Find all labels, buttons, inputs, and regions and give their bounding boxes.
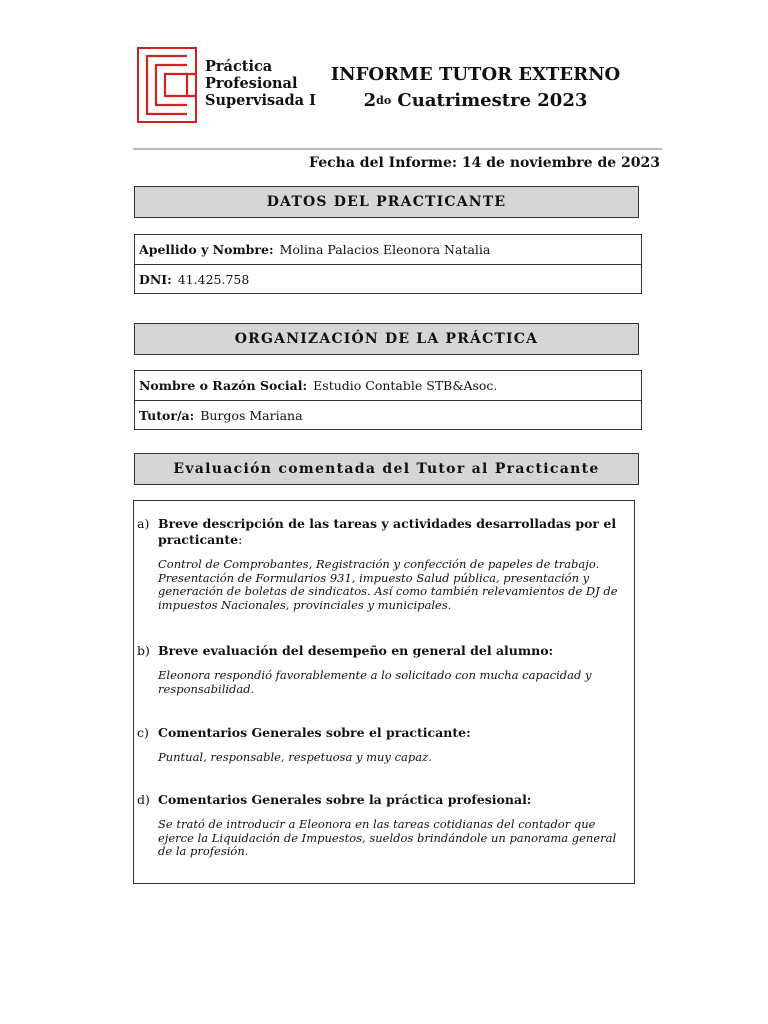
answer-b: Eleonora respondió favorablemente a lo solicitado con mucha capacidad y responsabilidad. [158, 668, 592, 696]
evaluacion-item-a [137, 516, 632, 612]
title-line-1: INFORME TUTOR EXTERNO [330, 64, 621, 85]
answer-c: Puntual, responsable, respetuosa y muy capaz. [158, 750, 432, 764]
nombre-row [135, 235, 641, 264]
title-number: 2 [363, 90, 377, 111]
question-text-b: Breve evaluación del desempeño en general del alumno: [158, 643, 554, 658]
evaluacion-heading: Evaluación comentada del Tutor al Practicante [134, 453, 639, 485]
title-line-2 [318, 88, 633, 116]
letter-a: a) [137, 516, 150, 531]
question-suffix-a: : [238, 532, 243, 547]
nombre-label: Apellido y Nombre: [139, 242, 274, 257]
organizacion-table [134, 370, 642, 430]
razon-row [135, 371, 641, 400]
datos-heading: DATOS DEL PRACTICANTE [134, 186, 639, 218]
tutor-value: Burgos Mariana [200, 407, 303, 423]
question-text-a: Breve descripción de las tareas y actividades desarrolladas por el practicante [158, 516, 617, 547]
report-date: Fecha del Informe: 14 de noviembre de 2023 [309, 155, 660, 171]
logo-line-2: Profesional [205, 75, 298, 92]
report-title [318, 62, 633, 116]
header-divider [133, 148, 662, 150]
answer-a: Control de Comprobantes, Registración y confección de papeles de trabajo. Presentación de Formularios 931, impuesto Salud pública, presentación y generación de boletas de sindicatos. Así como también relevamientos de DJ de impuestos Nacionales, provinciales y municipales. [158, 557, 618, 612]
logo-text [205, 58, 335, 109]
question-text-d: Comentarios Generales sobre la práctica profesional: [158, 792, 532, 807]
logo-line-1: Práctica [205, 58, 273, 75]
nombre-value: Molina Palacios Eleonora Natalia [279, 242, 491, 257]
logo-line-3: Supervisada I [205, 92, 316, 109]
dni-row [135, 264, 641, 293]
question-a [137, 516, 632, 548]
letter-b: b) [137, 643, 150, 658]
razon-value: Estudio Contable STB&Asoc. [313, 378, 498, 393]
evaluacion-item-d [137, 792, 632, 859]
organizacion-heading: ORGANIZACIÓN DE LA PRÁCTICA [134, 323, 639, 355]
letter-c: c) [137, 725, 149, 740]
evaluacion-item-b [137, 643, 632, 696]
question-d [137, 792, 632, 808]
letter-d: d) [137, 792, 150, 807]
razon-label: Nombre o Razón Social: [139, 378, 308, 393]
evaluacion-item-c [137, 725, 632, 765]
tutor-row [135, 400, 641, 429]
title-superscript: do [376, 94, 392, 107]
question-c [137, 725, 632, 741]
logo-icon [137, 47, 197, 123]
dni-label: DNI: [139, 271, 172, 287]
question-b [137, 643, 632, 659]
answer-d: Se trató de introducir a Eleonora en las tareas cotidianas del contador que ejerce la Liquidación de Impuestos, sueldos brindándole un panorama general de la profesión. [158, 817, 617, 858]
datos-table [134, 234, 642, 294]
question-text-c: Comentarios Generales sobre el practicante: [158, 725, 471, 740]
dni-value: 41.425.758 [177, 271, 250, 287]
title-rest: Cuatrimestre 2023 [391, 90, 588, 111]
tutor-label: Tutor/a: [139, 407, 195, 423]
